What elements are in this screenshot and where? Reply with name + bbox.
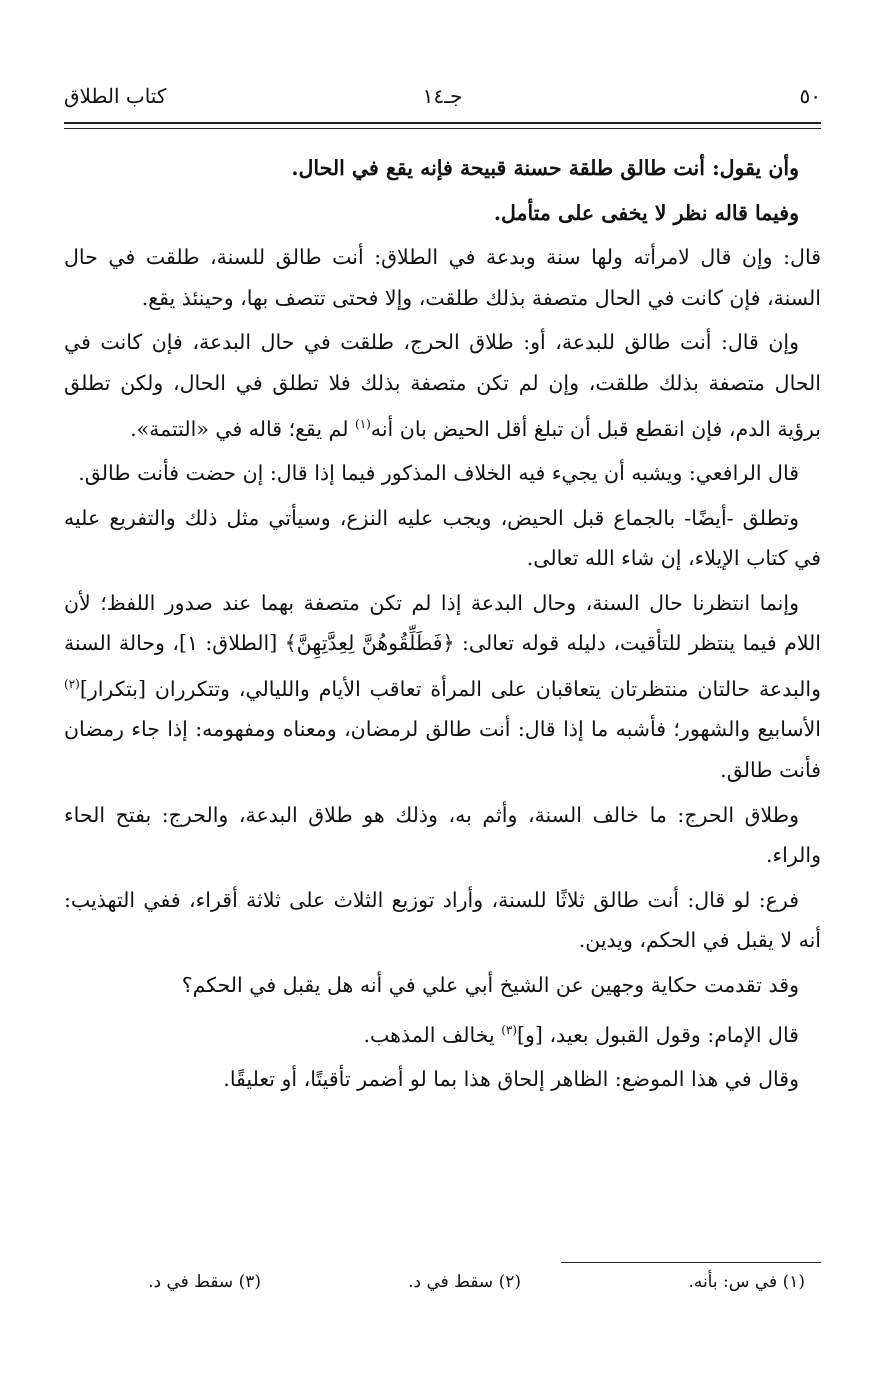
paragraph-text: وإن قال: أنت طالق للبدعة، أو: طلاق الحرج، طلقت في حال البدعة، فإن كانت في الحال متصفة بذلك طلقت، وإن لم تكن متصفة بذلك فلا تطلق في الحال، ولكن تطلق برؤية الدم، فإن انقطع قبل أن تبلغ أقل الحيض بان أنه	[64, 330, 821, 441]
paragraph-text: لم يقع؛ قاله في «التتمة».	[130, 416, 349, 441]
paragraph-text: وإنما انتظرنا حال السنة، وحال البدعة إذا لم تكن متصفة بهما عند صدور اللفظ؛ لأن اللام فيما ينتظر للتأقيت، دليله قوله تعالى: ﴿فَطَلِّقُوهُنَّ لِعِدَّتِهِنَّ﴾ [الطلاق: ١]، وحالة السنة والبدعة حالتان منتظرتان يتعاقبان على المرأة تعاقب الأيام والليالي، وتتكرران [بتكرار]	[64, 590, 821, 701]
paragraph: وفيما قاله نظر لا يخفى على متأمل.	[493, 200, 799, 225]
paragraph: قال الرافعي: ويشبه أن يجيء فيه الخلاف المذكور فيما إذا قال: إن حضت فأنت طالق.	[78, 460, 799, 485]
paragraph-text: يخالف المذهب.	[363, 1022, 495, 1047]
footnote-marker: (٢)	[64, 676, 80, 691]
footnote-marker: (١)	[355, 416, 371, 431]
paragraph: وقد تقدمت حكاية وجهين عن الشيخ أبي علي في أنه هل يقبل في الحكم؟	[181, 972, 799, 997]
footnote: (٣) سقط في د.	[148, 1272, 261, 1292]
paragraph: وطلاق الحرج: ما خالف السنة، وأثم به، وذلك هو طلاق البدعة، والحرج: بفتح الحاء والراء.	[64, 802, 821, 868]
footnotes	[64, 1272, 821, 1304]
paragraph: وأن يقول: أنت طالق طلقة حسنة قبيحة فإنه يقع في الحال.	[291, 156, 799, 180]
paragraph: قال: وإن قال لامرأته ولها سنة وبدعة في الطلاق: أنت طالق للسنة، طلقت في حال السنة، فإن كانت في الحال متصفة بذلك طلقت، وإلا فحتى تتصف بها، وحينئذ يقع.	[64, 245, 821, 310]
paragraph: وتطلق -أيضًا- بالجماع قبل الحيض، ويجب عليه النزع، وسيأتي مثل ذلك والتفريع عليه في كتاب الإيلاء، إن شاء الله تعالى.	[64, 505, 821, 571]
header-rule-thick	[64, 122, 821, 124]
paragraph: وقال في هذا الموضع: الظاهر إلحاق هذا بما لو أضمر تأقيتًا، أو تعليقًا.	[223, 1066, 799, 1091]
book-title: كتاب الطلاق	[64, 84, 167, 108]
footnote-marker: (٣)	[501, 1022, 518, 1037]
paragraph-text: قال الإمام: وقول القبول بعيد، [و]	[517, 1022, 799, 1047]
main-text	[64, 148, 821, 1104]
paragraph-text: الأسابيع والشهور؛ فأشبه ما إذا قال: أنت طالق لرمضان، ومعناه ومفهومه: إذا جاء رمضان فأنت طالق.	[64, 717, 821, 782]
paragraph	[64, 322, 821, 449]
footnote-rule	[561, 1262, 821, 1263]
running-header	[64, 84, 821, 120]
footnote: (٢) سقط في د.	[408, 1272, 521, 1292]
paragraph	[64, 583, 821, 791]
header-rule-thin	[64, 128, 821, 129]
paragraph: فرع: لو قال: أنت طالق ثلاثًا للسنة، وأراد توزيع الثلاث على ثلاثة أقراء، ففي التهذيب: أنه لا يقبل في الحكم، ويدين.	[64, 887, 821, 953]
paragraph	[64, 1010, 821, 1055]
footnote: (١) في س: بأنه.	[688, 1272, 805, 1292]
volume-label: جـ١٤	[422, 84, 463, 108]
page-number: ٥٠	[799, 84, 821, 108]
